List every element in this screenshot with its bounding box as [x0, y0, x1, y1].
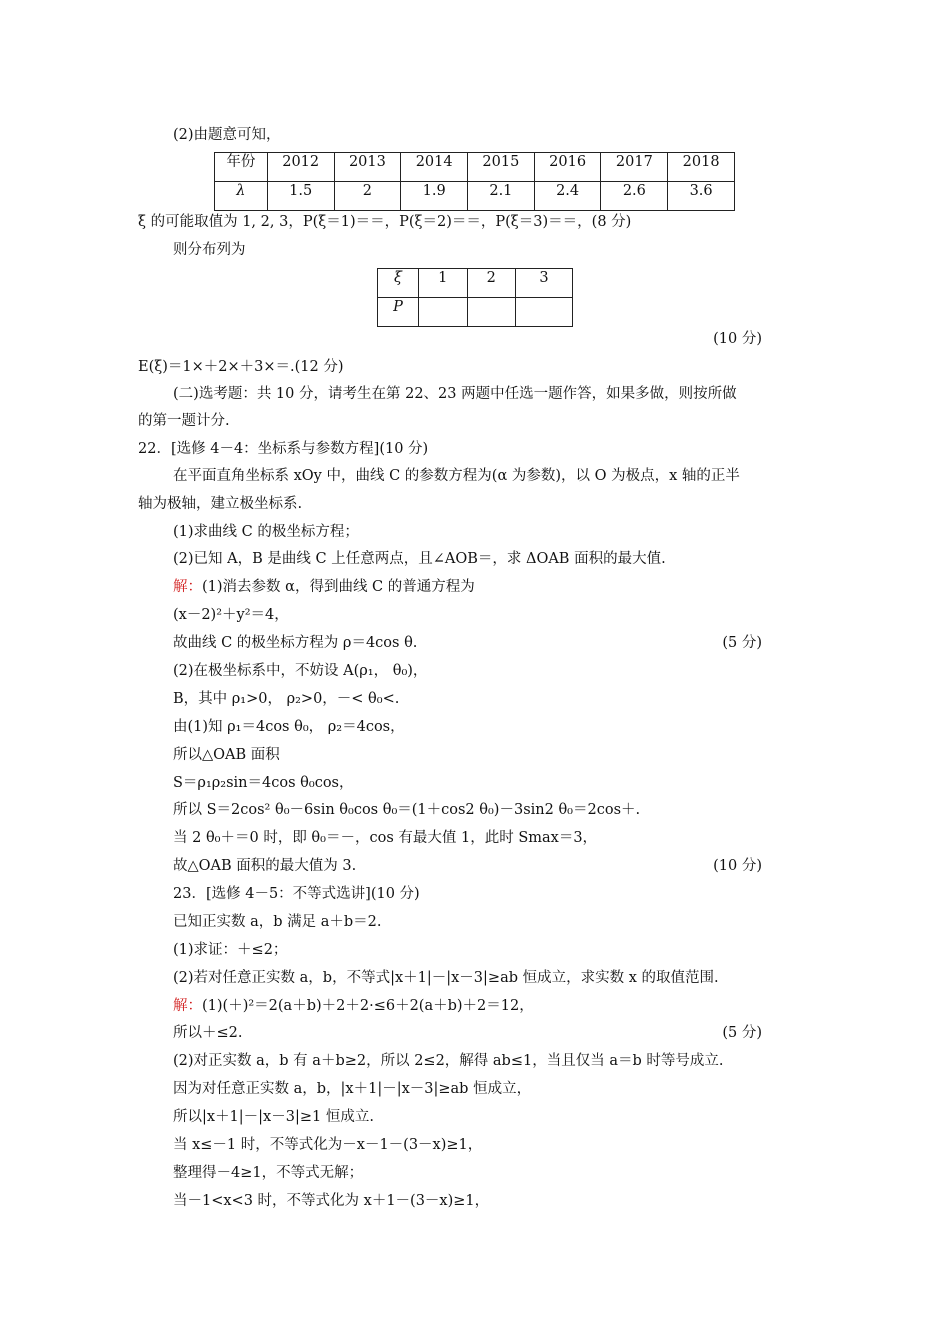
q22-solution-10: 当 2 θ₀＋＝0 时，即 θ₀＝－，cos 有最大值 1，此时 Smax＝3，: [173, 830, 598, 846]
lambda-cell: 1.5: [267, 182, 334, 211]
table-row: [215, 182, 735, 211]
lambda-cell: 2.4: [534, 182, 601, 211]
lambda-cell: 2.1: [468, 182, 535, 211]
q22-solution-9: 所以 S＝2cos² θ₀－6sin θ₀cos θ₀＝(1＋cos2 θ₀)－3sin2 θ₀＝2cos＋.: [173, 802, 641, 818]
q22-solution-7: 所以△OAB 面积: [173, 747, 280, 763]
q23-stem: 已知正实数 a，b 满足 a＋b＝2.: [173, 914, 382, 930]
q22-part2: (2)已知 A，B 是曲线 C 上任意两点，且∠AOB＝，求 ΔOAB 面积的最大值.: [173, 551, 666, 567]
q23-solution-3: (2)对正实数 a，b 有 a＋b≥2，所以 2≤2，解得 ab≤1，当且仅当 a＝b 时等号成立.: [173, 1053, 724, 1069]
solution-label: 解：: [173, 998, 202, 1014]
q22-solution-1: 解：(1)消去参数 α，得到曲线 C 的普通方程为: [173, 579, 475, 595]
table-row: [215, 153, 735, 182]
part2-intro: (2)由题意可知，: [173, 127, 281, 143]
q23-title: 23．[选修 4－5：不等式选讲](10 分): [173, 886, 420, 902]
xi-cell: 3: [516, 269, 573, 298]
q23-part1: (1)求证：＋≤2；: [173, 942, 288, 958]
q23-solution-7: 整理得－4≥1，不等式无解；: [173, 1165, 364, 1181]
lambda-year-table: [214, 152, 735, 211]
year-cell: 2015: [468, 153, 535, 182]
row-header: 年份: [215, 153, 268, 182]
score-mark: (10 分): [713, 858, 762, 874]
q22-part1: (1)求曲线 C 的极坐标方程；: [173, 524, 359, 540]
q23-solution-6: 当 x≤－1 时，不等式化为－x－1－(3－x)≥1，: [173, 1137, 483, 1153]
q22-title: 22．[选修 4－4：坐标系与参数方程](10 分): [138, 441, 429, 457]
solution-label: 解：: [173, 579, 202, 595]
xi-values-line: ξ 的可能取值为 1, 2, 3，P(ξ＝1)＝＝，P(ξ＝2)＝＝，P(ξ＝3)＝＝，(8 分): [138, 214, 632, 230]
table-row: [378, 269, 573, 298]
expectation-line: E(ξ)＝1×＋2×＋3×＝.(12 分): [138, 359, 344, 375]
q22-solution-11: 故△OAB 面积的最大值为 3.: [173, 858, 357, 874]
score-mark: (10 分): [713, 331, 762, 347]
q23-part2: (2)若对任意正实数 a，b，不等式|x＋1|－|x－3|≥ab 恒成立，求实数 x 的取值范围.: [173, 970, 719, 986]
year-cell: 2016: [534, 153, 601, 182]
q22-solution-8: S＝ρ₁ρ₂sin＝4cos θ₀cos，: [173, 775, 354, 791]
row-header: λ: [215, 182, 268, 211]
prob-cell: [419, 298, 468, 327]
lambda-cell: 2.6: [601, 182, 668, 211]
year-cell: 2017: [601, 153, 668, 182]
xi-cell: 2: [467, 269, 516, 298]
q23-solution-4: 因为对任意正实数 a，b，|x＋1|－|x－3|≥ab 恒成立，: [173, 1081, 532, 1097]
distribution-table: [377, 268, 573, 327]
q22-solution-5: B，其中 ρ₁>0， ρ₂>0，－< θ₀<.: [173, 691, 400, 707]
elective-note-2: 的第一题计分.: [138, 413, 230, 429]
year-cell: 2014: [401, 153, 468, 182]
elective-note-1: (二)选考题：共 10 分，请考生在第 22、23 两题中任选一题作答，如果多做，则按所做: [173, 386, 737, 402]
row-header: ξ: [378, 269, 419, 298]
q22-stem-2: 轴为极轴，建立极坐标系.: [138, 496, 303, 512]
q23-solution-5: 所以|x＋1|－|x－3|≥1 恒成立.: [173, 1109, 374, 1125]
score-mark: (5 分): [722, 635, 762, 651]
q23-solution-8: 当－1<x<3 时，不等式化为 x＋1－(3－x)≥1，: [173, 1193, 490, 1209]
q22-stem-1: 在平面直角坐标系 xOy 中，曲线 C 的参数方程为(α 为参数)，以 O 为极点，x 轴的正半: [173, 468, 740, 484]
year-cell: 2018: [668, 153, 735, 182]
row-header: P: [378, 298, 419, 327]
lambda-cell: 3.6: [668, 182, 735, 211]
xi-cell: 1: [419, 269, 468, 298]
lambda-cell: 1.9: [401, 182, 468, 211]
table-row: [378, 298, 573, 327]
lambda-cell: 2: [334, 182, 401, 211]
q23-solution-2: 所以＋≤2.: [173, 1025, 243, 1041]
q22-solution-3: 故曲线 C 的极坐标方程为 ρ＝4cos θ.: [173, 635, 418, 651]
q22-solution-6: 由(1)知 ρ₁＝4cos θ₀， ρ₂＝4cos，: [173, 719, 405, 735]
year-cell: 2012: [267, 153, 334, 182]
q22-solution-2: (x－2)²＋y²＝4，: [173, 607, 289, 623]
prob-cell: [467, 298, 516, 327]
prob-cell: [516, 298, 573, 327]
q23-solution-1: 解：(1)(＋)²＝2(a＋b)＋2＋2·≤6＋2(a＋b)＋2＝12，: [173, 998, 534, 1014]
year-cell: 2013: [334, 153, 401, 182]
score-mark: (5 分): [722, 1025, 762, 1041]
distribution-intro: 则分布列为: [173, 242, 246, 258]
q22-solution-4: (2)在极坐标系中，不妨设 A(ρ₁， θ₀)，: [173, 663, 428, 679]
